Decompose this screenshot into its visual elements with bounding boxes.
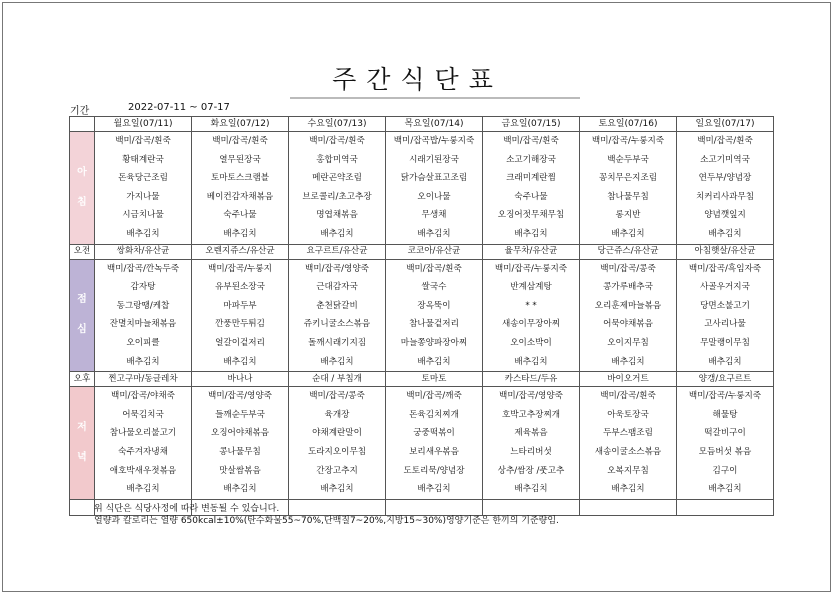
- day-header-row: [70, 117, 774, 132]
- menu-item: 백미/잡곡/영양죽: [208, 391, 272, 402]
- menu-item: 배추김치: [611, 484, 645, 495]
- menu-item: 오리훈제마늘볶음: [594, 300, 662, 311]
- am-snack-cell: 코코아/유산균: [386, 244, 483, 259]
- menu-item: 맛살쌈볶음: [219, 465, 261, 476]
- menu-item: 크래미계란찜: [506, 173, 556, 184]
- weekly-menu-table: [69, 116, 774, 516]
- menu-item: 백미/잡곡밥/누룽지죽: [393, 136, 475, 146]
- day-header: 화요일(07/12): [192, 117, 289, 132]
- pm-snack-label: 오후: [70, 372, 95, 387]
- menu-item: 돌깨시래기지짐: [307, 337, 367, 348]
- menu-item: 배추김치: [126, 228, 160, 239]
- menu-item: 브로콜리/초고추장: [302, 191, 372, 202]
- menu-item: 마늘쫑양파장아찌: [400, 337, 468, 348]
- menu-item: 오이피클: [126, 337, 160, 348]
- breakfast-cell: [289, 132, 386, 245]
- menu-item: 근대감자국: [316, 282, 358, 293]
- lunch-label: [70, 259, 95, 372]
- menu-item: 깐풍만두튀김: [215, 319, 265, 330]
- menu-item: 오복지무침: [607, 465, 649, 476]
- menu-item: 배추김치: [126, 484, 160, 495]
- menu-item: 백미/잡곡/흰죽: [115, 136, 171, 146]
- menu-item: 잔멸치마늘채볶음: [109, 319, 177, 330]
- menu-item: 황태계란국: [122, 154, 164, 165]
- dinner-row: [70, 387, 774, 500]
- menu-item: 소고기미역국: [700, 154, 750, 165]
- dinner-cell: [580, 387, 677, 500]
- menu-item: 배추김치: [514, 228, 548, 239]
- menu-item: 닭가슴살표고조림: [400, 173, 468, 184]
- pm-snack-row: [70, 372, 774, 387]
- lunch-cell: [677, 259, 774, 372]
- period-label: 기간: [70, 106, 90, 117]
- menu-item: 소고기해장국: [506, 154, 556, 165]
- menu-item: 떡갈비구이: [704, 428, 746, 439]
- menu-item: 가지나물: [126, 191, 160, 202]
- blank-cell: [580, 499, 677, 515]
- menu-item: 고사리나물: [704, 319, 746, 330]
- menu-item: 백순두부국: [607, 154, 649, 165]
- breakfast-label-1: 아: [77, 166, 87, 178]
- blank-cell: [70, 499, 95, 515]
- menu-item: 백미/잡곡/깐녹두죽: [106, 263, 180, 274]
- menu-item: 배추김치: [708, 484, 742, 495]
- menu-item: 배추김치: [320, 356, 354, 367]
- menu-item: 백미/잡곡/콩죽: [309, 391, 365, 402]
- breakfast-cell: [580, 132, 677, 245]
- menu-item: 백미/잡곡/누룽지죽: [494, 263, 568, 274]
- menu-item: 쌀국수: [421, 282, 447, 293]
- menu-item: 베이컨감자채볶음: [206, 191, 274, 202]
- menu-item: 숙주나물: [514, 191, 548, 202]
- breakfast-cell: [677, 132, 774, 245]
- am-snack-cell: 오렌지쥬스/유산균: [192, 244, 289, 259]
- menu-item: 배추김치: [708, 356, 742, 367]
- menu-item: 도토리묵/양념장: [403, 465, 465, 476]
- menu-item: 야채계란말이: [312, 428, 362, 439]
- menu-item: 도라지오이무침: [307, 446, 367, 457]
- menu-item: 육개장: [324, 409, 350, 420]
- breakfast-cell: [386, 132, 483, 245]
- menu-item: 오이나물: [417, 191, 451, 202]
- footer-note-2: 열량과 칼로리는 열량 650kcal±10%(탄수화물55~70%,단백질7~20%,지방15~30%)영양기준은 한끼의 기준량임.: [94, 516, 559, 526]
- menu-item: * *: [525, 300, 537, 311]
- menu-item: 숙주나물: [223, 210, 257, 221]
- menu-item: 김구이: [712, 465, 738, 476]
- menu-item: 토마토스크램블: [210, 173, 270, 184]
- day-header: 목요일(07/14): [386, 117, 483, 132]
- menu-item: 백미/잡곡/영양죽: [499, 391, 563, 402]
- dinner-cell: [95, 387, 192, 500]
- day-header: 일요일(07/17): [677, 117, 774, 132]
- menu-item: 백미/잡곡/흰죽: [212, 136, 268, 146]
- menu-item: 백미/잡곡/야채죽: [111, 391, 175, 402]
- day-header: 금요일(07/15): [483, 117, 580, 132]
- menu-item: 돈육김치찌개: [409, 409, 459, 420]
- menu-item: 배추김치: [126, 356, 160, 367]
- menu-item: 백미/잡곡/누룽지죽: [688, 391, 762, 402]
- menu-item: 치커리사과무침: [695, 191, 755, 202]
- pm-snack-cell: 바나나: [192, 372, 289, 387]
- menu-item: 배추김치: [611, 228, 645, 239]
- pm-snack-cell: 토마토: [386, 372, 483, 387]
- breakfast-cell: [483, 132, 580, 245]
- menu-item: 메란곤약조림: [312, 173, 362, 184]
- footer-note-1: 위 식단은 식당사정에 따라 변동될 수 있습니다.: [94, 504, 280, 514]
- menu-item: 배추김치: [708, 228, 742, 239]
- dinner-label: [70, 387, 95, 500]
- dinner-cell: [677, 387, 774, 500]
- pm-snack-cell: 양갱/요구르트: [677, 372, 774, 387]
- am-snack-cell: 율무차/유산균: [483, 244, 580, 259]
- day-header: 월요일(07/11): [95, 117, 192, 132]
- menu-item: 연두부/양념장: [698, 173, 752, 184]
- menu-item: 새송이무장아찌: [501, 319, 561, 330]
- am-snack-cell: 아침햇살/유산균: [677, 244, 774, 259]
- menu-item: 얼갈이겉저리: [215, 337, 265, 348]
- menu-item: 명엽채볶음: [316, 210, 358, 221]
- am-snack-cell: 요구르트/유산균: [289, 244, 386, 259]
- lunch-cell: [386, 259, 483, 372]
- menu-item: 시래기된장국: [409, 154, 459, 165]
- menu-item: 유부된소장국: [215, 282, 265, 293]
- dinner-cell: [289, 387, 386, 500]
- menu-item: 백미/잡곡/영양죽: [305, 263, 369, 274]
- menu-item: 열무된장국: [219, 154, 261, 165]
- menu-item: 새송이굴소스볶음: [594, 446, 662, 457]
- pm-snack-cell: 바이오거트: [580, 372, 677, 387]
- menu-item: 백미/잡곡/흰죽: [600, 391, 656, 402]
- menu-item: 배추김치: [223, 356, 257, 367]
- pm-snack-cell: 순대 / 부침개: [289, 372, 386, 387]
- menu-item: 상추/쌈장 /풋고추: [497, 465, 565, 476]
- menu-item: 무말랭이무침: [700, 337, 750, 348]
- menu-item: 꽁치무은지조림: [598, 173, 658, 184]
- dinner-label-2: 녁: [77, 451, 87, 463]
- menu-item: 춘천닭갈비: [316, 300, 358, 311]
- lunch-label-2: 심: [77, 324, 87, 336]
- menu-item: 쥬키니굴소스볶음: [303, 319, 371, 330]
- menu-item: 보리새우볶음: [409, 446, 459, 457]
- am-snack-cell: 당근쥬스/유산균: [580, 244, 677, 259]
- menu-item: 어묵김치국: [122, 409, 164, 420]
- pm-snack-cell: 찐고구마/동글레차: [95, 372, 192, 387]
- pm-snack-cell: 카스타드/두유: [483, 372, 580, 387]
- menu-item: 배추김치: [514, 356, 548, 367]
- period-value: 2022-07-11 ~ 07-17: [128, 102, 230, 113]
- menu-item: 배추김치: [223, 228, 257, 239]
- menu-item: 마파두부: [223, 300, 257, 311]
- am-snack-cell: 쌍화차/유산균: [95, 244, 192, 259]
- menu-item: 장옥뚝이: [417, 300, 451, 311]
- menu-item: 배추김치: [514, 484, 548, 495]
- menu-item: 백미/잡곡/콩죽: [600, 263, 656, 274]
- lunch-cell: [580, 259, 677, 372]
- menu-item: 반계삼계탕: [510, 282, 552, 293]
- dinner-label-1: 저: [77, 421, 87, 433]
- menu-item: 콩가루배추국: [603, 282, 653, 293]
- day-header: 수요일(07/13): [289, 117, 386, 132]
- menu-item: 사골우거지국: [700, 282, 750, 293]
- menu-item: 애호박새우젓볶음: [109, 465, 177, 476]
- menu-item: 홍합미역국: [316, 154, 358, 165]
- corner-cell: [70, 117, 95, 132]
- menu-item: 궁중떡볶이: [413, 428, 455, 439]
- menu-item: 들깨순두부국: [215, 409, 265, 420]
- menu-item: 롱지반: [615, 210, 641, 221]
- menu-item: 백미/잡곡/흰죽: [406, 263, 462, 274]
- menu-item: 어묵야채볶음: [603, 319, 653, 330]
- menu-item: 아욱토장국: [607, 409, 649, 420]
- lunch-cell: [483, 259, 580, 372]
- dinner-cell: [483, 387, 580, 500]
- menu-item: 백미/잡곡/흰죽: [697, 136, 753, 146]
- menu-item: 오이지무침: [607, 337, 649, 348]
- menu-item: 배추김치: [320, 228, 354, 239]
- menu-item: 두부스팸조림: [603, 428, 653, 439]
- menu-item: 배추김치: [223, 484, 257, 495]
- menu-item: 해물탕: [712, 409, 738, 420]
- menu-item: 배추김치: [417, 228, 451, 239]
- menu-item: 백미/잡곡/누룽지: [208, 263, 272, 274]
- menu-item: 배추김치: [611, 356, 645, 367]
- menu-item: 돈육당근조림: [118, 173, 168, 184]
- menu-item: 배추김치: [417, 484, 451, 495]
- blank-cell: [677, 499, 774, 515]
- menu-item: 백미/잡곡/흰죽: [503, 136, 559, 146]
- menu-item: 시금치나물: [122, 210, 164, 221]
- menu-item: 느타리버섯: [510, 446, 552, 457]
- menu-item: 양념깻잎지: [704, 210, 746, 221]
- dinner-cell: [192, 387, 289, 500]
- menu-item: 오징어젓무채무침: [497, 210, 565, 221]
- menu-item: 오이소박이: [510, 337, 552, 348]
- menu-item: 감자탕: [130, 282, 156, 293]
- dinner-cell: [386, 387, 483, 500]
- menu-item: 백미/잡곡/누룽지죽: [591, 136, 665, 146]
- menu-item: 백미/잡곡/흰죽: [309, 136, 365, 146]
- menu-item: 배추김치: [320, 484, 354, 495]
- menu-item: 간장고추지: [316, 465, 358, 476]
- menu-item: 백미/잡곡/깨죽: [406, 391, 462, 402]
- lunch-label-1: 점: [77, 294, 87, 306]
- menu-item: 당면소불고기: [700, 300, 750, 311]
- breakfast-row: [70, 132, 774, 245]
- menu-item: 호박고추장찌개: [501, 409, 561, 420]
- lunch-cell: [289, 259, 386, 372]
- menu-item: 제육볶음: [514, 428, 548, 439]
- menu-item: 무생채: [421, 210, 447, 221]
- menu-item: 백미/잡곡/흑임자죽: [688, 263, 762, 274]
- menu-item: 콩나물무침: [219, 446, 261, 457]
- am-snack-row: [70, 244, 774, 259]
- menu-item: 숙주겨자냉채: [118, 446, 168, 457]
- lunch-cell: [192, 259, 289, 372]
- lunch-row: [70, 259, 774, 372]
- menu-item: 배추김치: [417, 356, 451, 367]
- breakfast-label-2: 침: [77, 196, 87, 208]
- menu-item: 참나물무침: [607, 191, 649, 202]
- menu-item: 모듬버섯 볶음: [698, 446, 752, 457]
- menu-item: 참나물오리불고기: [109, 428, 177, 439]
- lunch-cell: [95, 259, 192, 372]
- breakfast-label: [70, 132, 95, 245]
- menu-item: 참나물겉저리: [409, 319, 459, 330]
- menu-item: 동그랑땡/케찹: [116, 300, 170, 311]
- title-underline: [290, 97, 580, 99]
- page-title: 주간식단표: [332, 65, 503, 94]
- menu-item: 오징어야채볶음: [210, 428, 270, 439]
- am-snack-label: 오전: [70, 244, 95, 259]
- day-header: 토요일(07/16): [580, 117, 677, 132]
- breakfast-cell: [95, 132, 192, 245]
- breakfast-cell: [192, 132, 289, 245]
